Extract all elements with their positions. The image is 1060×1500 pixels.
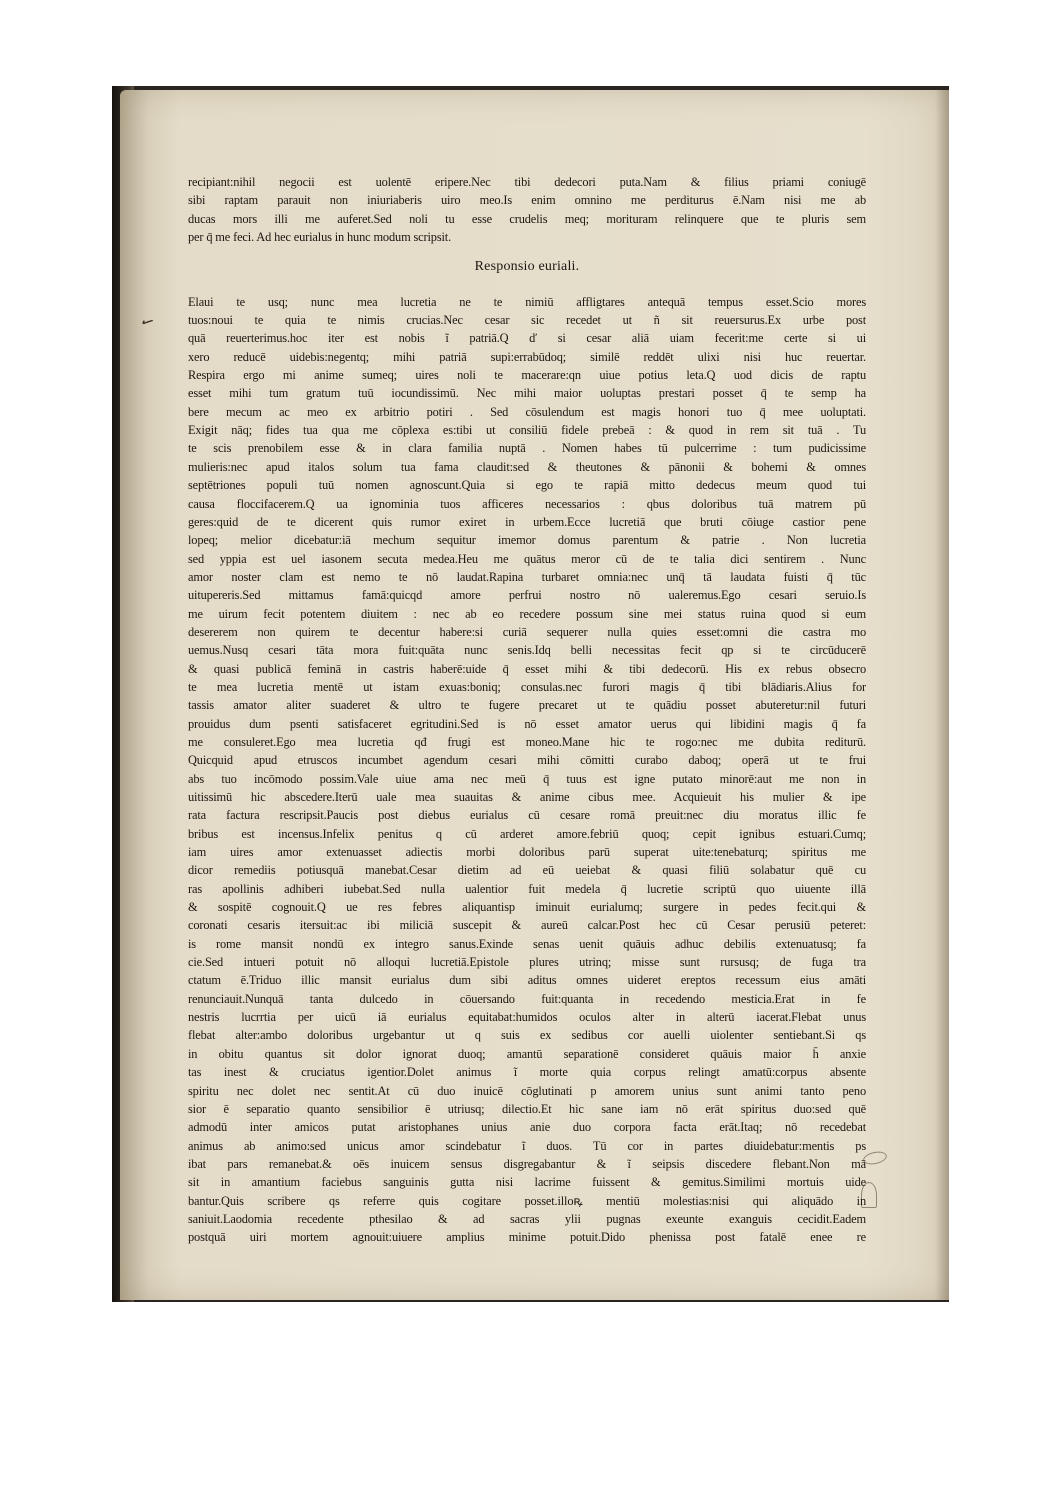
page-edge-shadow: [935, 90, 949, 1300]
text-line: bere mecum ac meo ex arbitrio potiri . Sed cōsulendum est magis honori tuo q̄ mee uoluptati.: [188, 404, 866, 419]
text-line: uitissimū hic abscedere.Iterū uale mea suauitas & anime cibus mee. Acquieuit his mulier & ipe: [188, 790, 866, 804]
body-paragraph: [188, 293, 866, 1247]
text-line: dicor remediis potiusquā manebat.Cesar dietim ad eū ueiebat & quasi filiū solabatur quē cu: [188, 863, 866, 878]
text-line: te mea lucretia mentē ut istam exuas:boniq; consulas.nec furori magis q̄ tibi blādiaris.Alius for: [188, 679, 866, 694]
page-leaf: [120, 90, 949, 1300]
text-line: per q̄ me feci. Ad hec eurialus in hunc modum scripsit.: [188, 230, 452, 245]
text-line: nestris lucrrtia per uicū iā eurialus equitabat:humidos oculos alter in alterū iacerat.Flebat unus: [188, 1010, 866, 1025]
text-line: me consuleret.Ego mea lucretia qđ frugi est moneo.Mane hic te rogo:nec me dubita rediturū.: [188, 734, 866, 749]
margin-pointer-mark: ✓: [136, 310, 159, 334]
text-line: sibi raptam parauit non iniuriaberis uiro meo.Is enim omnino me perditurus ē.Nam nisi me ab: [188, 193, 866, 208]
text-line: esset mihi tum gratum tuū iocundissimū. Nec mihi maior uoluptas prestari posset q̄ te semp ha: [188, 386, 866, 401]
text-line: me uirum fecit potentem diuitem : nec ab eo recedere possum sine mei status ruina quod si eum: [188, 606, 866, 621]
text-line: tuos:noui te quia te nimis crucias.Nec cesar sic recedet ut ñ sit reuersurus.Ex urbe post: [188, 313, 866, 328]
text-line: saniuit.Laodomia recedente pthesilao & ad sacras ylii pugnas exeunte exanguis cecidit.Eadem: [188, 1211, 866, 1226]
text-line: postquā uiri mortem agnouit:uiuere amplius minime potuit.Dido phenissa post fatalē enee re: [188, 1230, 866, 1245]
text-line: ducas mors illi me auferet.Sed noli tu esse crudelis meq; morituram relinquere que te pluris sem: [188, 211, 866, 226]
text-line: coronati cesaris itersuit:ac ibi miliciā suscepit & aureū calcar.Post hec cū Cesar perusiū peteret:: [188, 918, 866, 933]
text-line: prouidus dum psenti satisfaceret egritudini.Sed is nō esset amator uerus qui libidini magis q̄ fa: [188, 716, 866, 731]
text-line: Respira ergo mi anime sumeq; uires noli te macerare:qn uiue potius leta.Q uod dicis de raptu: [188, 368, 866, 383]
text-line: Elaui te usq; nunc mea lucretia ne te nimiū affligtares antequā tempus esset.Scio mores: [188, 294, 866, 309]
text-line: & quasi publicā feminā in castris haberē:uide q̄ esset mihi & tibi dedecorū. His ex rebus obsecro: [188, 661, 866, 676]
text-line: admodū inter amicos putat aristophanes unius anie duo corpora facta erāt.Itaq; nō recedebat: [188, 1120, 866, 1135]
text-line: & sospitē cognouit.Q ue res febres aliquantisp iminuit eurialumq; surgere in pedes fecit.qui &: [188, 900, 866, 915]
text-line: tassis amator aliter suaderet & ultro te fugere precaret ut te quādiu posset abuteretur:nil futuri: [188, 698, 866, 713]
printed-text-block: [188, 173, 866, 1247]
text-line: renunciauit.Nunquā tanta dulcedo in cōuersando fuit:quanta in recedendo mesticia.Erat in fe: [188, 991, 866, 1006]
text-line: sed yppia est uel iasonem secuta medea.Heu me quātus meror cū de te talia dici sentirem . Nunc: [188, 551, 866, 566]
text-line: causa floccifacerem.Q ua ignominia tuos afficeres necessarios : qbus doloribus tuā matrem pū: [188, 496, 866, 511]
text-line: animus ab animo:sed unicus amor scindebatur ĩ duos. Tū cor in partes diuidebatur:mentis ps: [188, 1138, 866, 1153]
text-line: sit in amantium faciebus sanguinis gutta nisi lacrime fuissent & gemitus.Similimi mortuis uide: [188, 1175, 866, 1190]
text-line: ctatum ē.Triduo illic mansit eurialus dum sibi aditus omnes uideret ereptos recessum eius amāti: [188, 973, 866, 988]
text-line: uitupereris.Sed mittamus famā:quicqd amore perfrui nostro nō ualeremus.Ego cesari seruio.Is: [188, 588, 866, 603]
text-line: xero reducē uidebis:negentq; mihi patriā supi:errabūdoq; similē reddēt ulixi nisi huc reuertar.: [188, 349, 866, 364]
text-line: is rome mansit nondū ex integro sanus.Exinde senas uenit quāuis adhuc debilis extenuatusq; fa: [188, 936, 866, 951]
top-paragraph: [188, 173, 866, 246]
text-line: ras apollinis adhiberi iubebat.Sed nulla ualentior fuit medela q̄ lucretie scriptū quo uiuente illā: [188, 881, 866, 896]
text-line: te scis prenobilem esse & in clara familia nuptā . Nomen habes tū pulcerrime : tum pudicissime: [188, 441, 866, 456]
text-line: sior ē separatio quanto sensibilior ē utriusq; dilectio.Et hic sane iam nō erāt spiritus duo:sed quē: [188, 1101, 866, 1116]
text-line: desererem non quirem te decentur habere:si curiā sequerer nulla quies esset:omni die castra mo: [188, 624, 866, 639]
text-line: recipiant:nihil negocii est uolentē eripere.Nec tibi dedecori puta.Nam & filius priami coniugē: [188, 175, 866, 189]
text-line: abs tuo incōmodo possim.Vale uiue ama nec meū q̄ tuus est igne putato minorē:aut me non in: [188, 771, 866, 786]
text-line: septētriones populi tuū nomen agnoscunt.Quia si ego te rapiā mitto dedecus meum quod tui: [188, 478, 866, 493]
text-line: in obitu quantus sit dolor ignorat duoq; amantū separationē consideret quāuis maior h̄ anxie: [188, 1046, 866, 1061]
text-line: flebat alter:ambo doloribus urgebantur ut q suis ex sedibus cor auelli uiolenter sentiebant.Si qs: [188, 1028, 866, 1043]
text-line: Quicquid apud etruscos incumbet agendum cesari mihi cōmitti curabo daboq; operā ut te frui: [188, 753, 866, 768]
text-line: bantur.Quis scribere qs referre quis cogitare posset.illoꝶ mentiū molestias:nisi qui aliquādo in: [188, 1193, 866, 1208]
text-line: amor noster clam est nemo te nō laudat.Rapina turbaret omnia:nec unq̄ tā laudata fuisti q̄ tūc: [188, 569, 866, 584]
book-photograph: [112, 86, 949, 1302]
text-line: bribus est incensus.Infelix penitus q cū arderet amore.febriū quoq; cepit ignibus estuari.Cumq;: [188, 826, 866, 841]
text-line: cie.Sed intueri potuit nō alloqui lucretiā.Epistole plures utrinq; misse sunt rursusq; de fuga tra: [188, 955, 866, 970]
text-line: mulieris:nec apud italos solum tua fama claudit:sed & theutones & pānonii & bohemi & omnes: [188, 459, 866, 474]
text-line: iam uires amor extenuasset adiectis morbi doloribus parū superat uite:tenebaturq; spiritus me: [188, 845, 866, 860]
text-line: Exigit nāq; fides tua qua me cōplexa es:tibi ut consiliū fidele prebeā : & quod in rem sit tuā . Tu: [188, 423, 866, 438]
text-line: quā reuerterimus.hoc iter est nobis ĩ patriā.Q ď si cesar aliā uiam fecerit:me certe si ui: [188, 331, 866, 346]
text-line: tas inest & cruciatus igentior.Dolet animus ĩ morte quia corpus relingt amatū:corpus absente: [188, 1065, 866, 1080]
text-line: ibat pars remanebat.& oēs inuicem sensus disgregabantur & ĩ seipsis discedere flebant.Non mā: [188, 1156, 866, 1171]
text-line: rata factura rescripsit.Paucis post diebus eurialus cū cesare romā preuit:nec diu moratus illic fe: [188, 808, 866, 823]
text-line: lopeq; melior dicebatur:iā mechum sequitur imemor domus parentum & patrie . Non lucretia: [188, 533, 866, 548]
text-line: spiritu nec dolet nec sentit.At cū duo inuicē cōglutinati p amorem unius sunt animi tanto peno: [188, 1083, 866, 1098]
text-line: uemus.Nusq cesari tāta mora fuit:quāta nunc senis.Idq belli necessitas fecit qp si te circūducerē: [188, 643, 866, 658]
text-line: geres:quid de te dicerent quis rumor exiret in urbem.Ecce lucretiā que bruti cōiuge castior pene: [188, 514, 866, 529]
section-heading: Responsio euriali.: [474, 259, 580, 275]
